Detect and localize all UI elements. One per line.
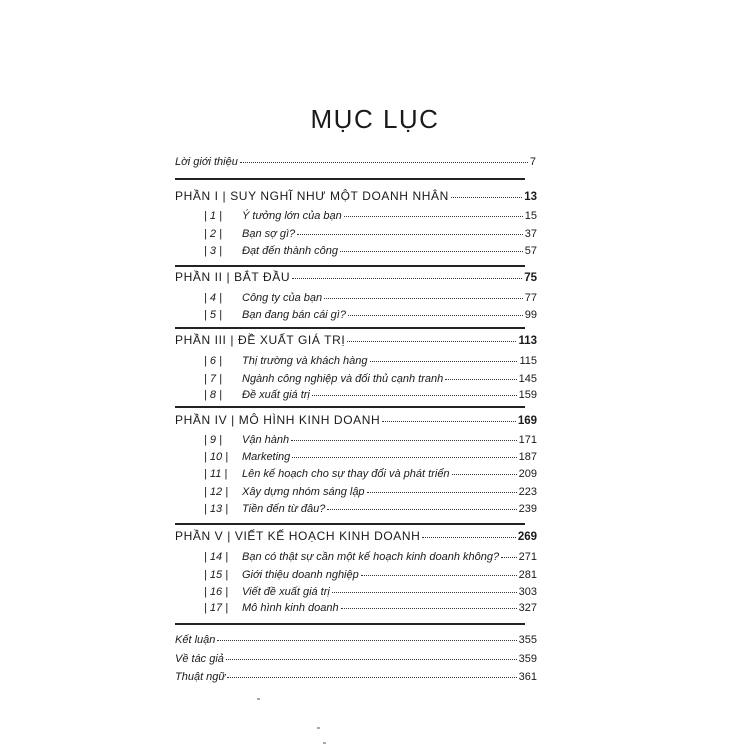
toc-chapter-17[interactable] [0, 602, 750, 620]
chapter-page: 99 [524, 309, 537, 321]
chapter-label: Ngành công nghiệp và đối thủ cạnh tranh [242, 373, 444, 385]
chapter-label: Ý tưởng lớn của bạn [242, 210, 342, 222]
dot-leader [327, 501, 516, 510]
chapter-page: 159 [518, 389, 537, 401]
toc-chapter-8[interactable] [0, 389, 750, 407]
dot-leader [452, 466, 517, 475]
chapter-number: | 16 | [204, 586, 229, 598]
chapter-number: | 15 | [204, 569, 229, 581]
toc-part-5[interactable] [0, 529, 750, 547]
toc-part-3[interactable] [0, 333, 750, 351]
chapter-page: 187 [518, 451, 537, 463]
dot-leader [501, 549, 517, 558]
toc-chapter-13[interactable] [0, 503, 750, 521]
dot-leader [361, 567, 517, 576]
chapter-label: Đạt đến thành công [242, 245, 339, 257]
toc-entry-label: Kết luận [175, 634, 216, 646]
chapter-page: 145 [518, 373, 537, 385]
chapter-number: | 14 | [204, 551, 229, 563]
scan-speck [323, 742, 326, 744]
toc-chapter-10[interactable] [0, 451, 750, 469]
toc-entry-page: 359 [518, 653, 537, 665]
chapter-label: Bạn có thật sự cần một kế hoạch kinh doanh không? [242, 551, 500, 563]
toc-entry-glossary[interactable] [0, 671, 750, 689]
chapter-number: | 3 | [204, 245, 222, 257]
chapter-label: Xây dựng nhóm sáng lập [242, 486, 365, 498]
dot-leader [324, 290, 523, 299]
chapter-page: 281 [518, 569, 537, 581]
chapter-number: | 17 | [204, 602, 229, 614]
chapter-label: Đề xuất giá trị [242, 389, 310, 401]
chapter-page: 223 [518, 486, 537, 498]
toc-chapter-3[interactable] [0, 245, 750, 263]
dot-leader [312, 387, 517, 396]
chapter-page: 77 [524, 292, 537, 304]
dot-leader [341, 600, 517, 609]
divider [175, 406, 525, 408]
toc-entry-label: Lời giới thiệu [175, 156, 238, 168]
chapter-page: 209 [518, 468, 537, 480]
toc-part-label: PHẦN III | ĐỀ XUẤT GIÁ TRỊ [175, 333, 346, 347]
dot-leader [445, 371, 516, 380]
toc-entry-label: Về tác giả [175, 653, 224, 665]
chapter-number: | 11 | [204, 468, 228, 480]
toc-part-page: 113 [518, 335, 537, 347]
dot-leader [344, 208, 523, 217]
chapter-number: | 8 | [204, 389, 222, 401]
divider [175, 265, 525, 267]
toc-entry-conclusion[interactable] [0, 634, 750, 652]
chapter-label: Bạn đang bán cái gì? [242, 309, 346, 321]
toc-part-page: 75 [524, 272, 537, 284]
toc-entry-page: 355 [518, 634, 537, 646]
chapter-number: | 5 | [204, 309, 222, 321]
toc-entry-label: Thuật ngữ [175, 671, 226, 683]
toc-part-label: PHẦN IV | MÔ HÌNH KINH DOANH [175, 413, 381, 427]
scan-speck [257, 698, 260, 700]
chapter-number: | 6 | [204, 355, 222, 367]
chapter-number: | 12 | [204, 486, 229, 498]
chapter-number: | 9 | [204, 434, 222, 446]
toc-chapter-5[interactable] [0, 309, 750, 327]
dot-leader [332, 584, 517, 593]
chapter-page: 57 [524, 245, 537, 257]
page-title: MỤC LỤC [310, 104, 440, 134]
toc-part-page: 13 [524, 191, 537, 203]
toc-part-page: 169 [517, 415, 537, 427]
chapter-page: 327 [518, 602, 537, 614]
chapter-label: Viết đề xuất giá trị [242, 586, 330, 598]
chapter-page: 171 [518, 434, 537, 446]
dot-leader [227, 669, 516, 678]
toc-part-2[interactable] [0, 270, 750, 288]
dot-leader [370, 353, 518, 362]
chapter-page: 37 [524, 228, 537, 240]
dot-leader [451, 189, 522, 198]
scan-speck [317, 727, 320, 729]
chapter-number: | 4 | [204, 292, 222, 304]
chapter-number: | 7 | [204, 373, 222, 385]
dot-leader [292, 449, 516, 458]
dot-leader [240, 154, 528, 163]
chapter-label: Vận hành [242, 434, 290, 446]
chapter-label: Thị trường và khách hàng [242, 355, 368, 367]
dot-leader [292, 270, 522, 279]
chapter-page: 303 [518, 586, 537, 598]
dot-leader [422, 529, 515, 538]
chapter-label: Công ty của bạn [242, 292, 323, 304]
toc-part-label: PHẦN II | BẮT ĐẦU [175, 270, 291, 284]
divider [175, 327, 525, 329]
chapter-number: | 10 | [204, 451, 229, 463]
chapter-label: Lên kế hoạch cho sự thay đổi và phát triển [242, 468, 450, 480]
dot-leader [348, 307, 523, 316]
chapter-page: 15 [524, 210, 537, 222]
dot-leader [367, 484, 517, 493]
chapter-page: 239 [518, 503, 537, 515]
toc-part-4[interactable] [0, 413, 750, 431]
toc-part-1[interactable] [0, 189, 750, 207]
divider [175, 523, 525, 525]
chapter-label: Tiền đến từ đâu? [242, 503, 326, 515]
chapter-number: | 2 | [204, 228, 222, 240]
dot-leader [226, 651, 517, 660]
toc-part-page: 269 [517, 531, 537, 543]
toc-part-label: PHẦN V | VIẾT KẾ HOẠCH KINH DOANH [175, 529, 421, 543]
toc-part-label: PHẦN I | SUY NGHĨ NHƯ MỘT DOANH NHÂN [175, 189, 449, 203]
divider [175, 178, 525, 180]
dot-leader [340, 243, 523, 252]
chapter-label: Bạn sợ gì? [242, 228, 296, 240]
toc-chapter-6[interactable] [0, 355, 750, 373]
chapter-label: Marketing [242, 451, 291, 463]
chapter-page: 271 [518, 551, 537, 563]
chapter-label: Giới thiệu doanh nghiệp [242, 569, 359, 581]
chapter-label: Mô hình kinh doanh [242, 602, 339, 614]
dot-leader [217, 632, 516, 641]
dot-leader [347, 333, 516, 342]
toc-entry-intro[interactable] [0, 156, 750, 174]
chapter-number: | 1 | [204, 210, 222, 222]
chapter-number: | 13 | [204, 503, 229, 515]
dot-leader [382, 413, 516, 422]
dot-leader [291, 432, 517, 441]
toc-entry-page: 7 [529, 156, 536, 168]
dot-leader [297, 226, 523, 235]
toc-entry-page: 361 [518, 671, 537, 683]
divider [175, 623, 525, 625]
chapter-page: 115 [519, 355, 537, 367]
